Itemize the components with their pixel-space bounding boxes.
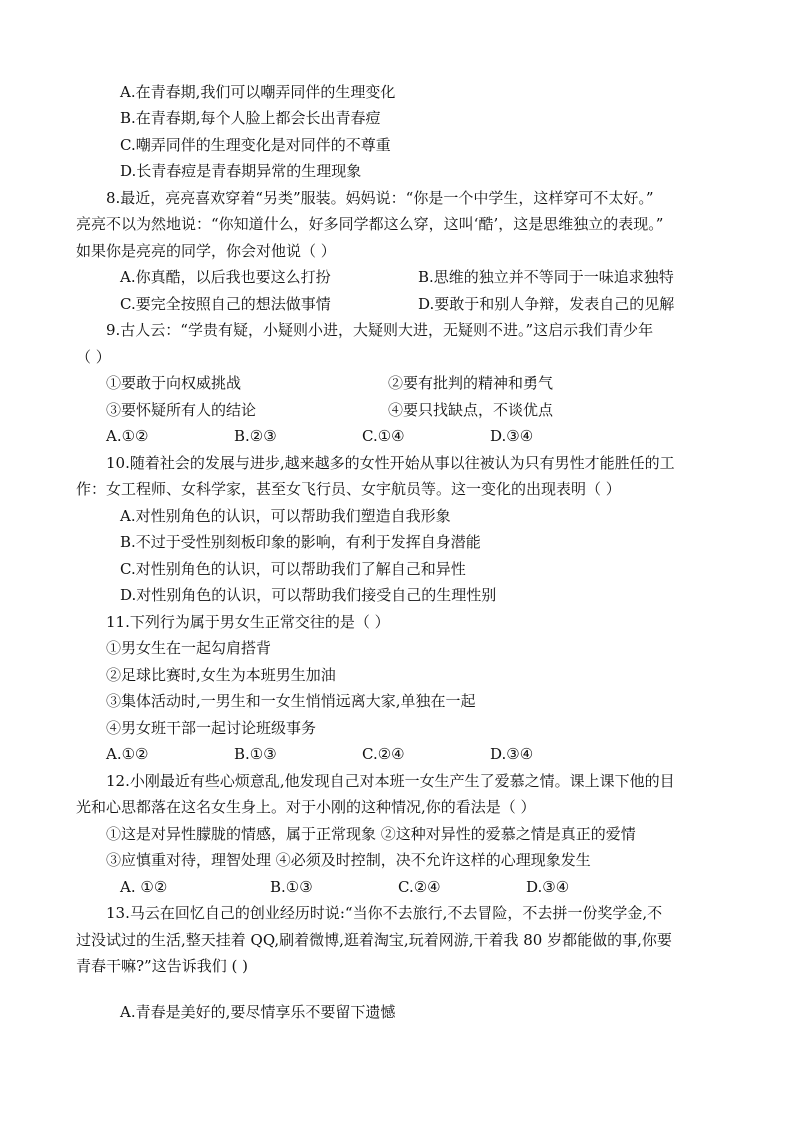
q10-option-d: D.对性别角色的认识，可以帮助我们接受自己的生理性别 <box>120 586 497 604</box>
q11-option-a: A.①② <box>106 745 149 763</box>
q8-option-a: A.你真酷，以后我也要这么打扮 <box>120 268 331 286</box>
q12-option-b: B.①③ <box>270 878 313 896</box>
q9-stem-line1: 9.古人云：“学贵有疑，小疑则小进，大疑则大进，无疑则不进。”这启示我们青少年 <box>106 321 654 339</box>
q8-option-d: D.要敢于和别人争辩，发表自己的见解 <box>418 295 675 313</box>
q11-statement-2: ②足球比赛时,女生为本班男生加油 <box>106 666 336 684</box>
q9-option-d: D.③④ <box>490 427 534 445</box>
q9-statement-2: ②要有批判的精神和勇气 <box>388 374 554 392</box>
q13-stem-line2: 过没试过的生活,整天挂着 QQ,刷着微博,逛着淘宝,玩着网游,干着我 80 岁都能做的事,你要 <box>76 931 672 949</box>
q11-statement-4: ④男女班干部一起讨论班级事务 <box>106 719 317 737</box>
q13-option-a: A.青春是美好的,要尽情享乐不要留下遗憾 <box>120 1003 396 1021</box>
q9-statement-1: ①要敢于向权威挑战 <box>106 374 242 392</box>
q10-option-c: C.对性别角色的认识，可以帮助我们了解自己和异性 <box>120 560 466 578</box>
q12-statements-line1: ①这是对异性朦胧的情感，属于正常现象 ②这种对异性的爱慕之情是真正的爱情 <box>106 825 636 843</box>
q10-stem-line1: 10.随着社会的发展与进步,越来越多的女性开始从事以往被认为只有男性才能胜任的工 <box>106 454 675 472</box>
q8-option-c: C.要完全按照自己的想法做事情 <box>120 295 331 313</box>
q12-statements-line2: ③应慎重对待，理智处理 ④必须及时控制，决不允许这样的心理现象发生 <box>106 851 591 869</box>
q9-statement-4: ④要只找缺点，不谈优点 <box>388 401 554 419</box>
q7-option-a: A.在青春期,我们可以嘲弄同伴的生理变化 <box>120 83 396 101</box>
q13-stem-line1: 13.马云在回忆自己的创业经历时说:“当你不去旅行,不去冒险，不去拼一份奖学金,不 <box>106 904 663 922</box>
q8-stem-line2: 亮亮不以为然地说：“你知道什么，好多同学都这么穿，这叫‘酷’，这是思维独立的表现。” <box>76 215 664 233</box>
q7-option-c: C.嘲弄同伴的生理变化是对同伴的不尊重 <box>120 136 391 154</box>
q12-option-a: A. ①② <box>120 878 168 896</box>
q8-stem-line3: 如果你是亮亮的同学，你会对他说（ ） <box>76 242 336 260</box>
q11-statement-3: ③集体活动时,一男生和一女生悄悄远离大家,单独在一起 <box>106 692 476 710</box>
q12-stem-line1: 12.小刚最近有些心烦意乱,他发现自己对本班一女生产生了爱慕之情。课上课下他的目 <box>106 772 675 790</box>
q12-option-c: C.②④ <box>398 878 441 896</box>
q9-option-a: A.①② <box>106 427 149 445</box>
q9-option-b: B.②③ <box>234 427 277 445</box>
q9-option-c: C.①④ <box>362 427 405 445</box>
q9-statement-3: ③要怀疑所有人的结论 <box>106 401 257 419</box>
q11-option-d: D.③④ <box>490 745 534 763</box>
q7-option-b: B.在青春期,每个人脸上都会长出青春痘 <box>120 109 381 127</box>
q11-stem: 11.下列行为属于男女生正常交往的是（ ） <box>106 613 390 631</box>
q8-stem-line1: 8.最近，亮亮喜欢穿着“另类”服装。妈妈说：“你是一个中学生，这样穿可不太好。” <box>106 189 654 207</box>
q12-option-d: D.③④ <box>526 878 570 896</box>
q13-stem-line3: 青春干嘛?”这告诉我们 ( ) <box>76 957 248 975</box>
q11-option-c: C.②④ <box>362 745 405 763</box>
q7-option-d: D.长青春痘是青春期异常的生理现象 <box>120 162 362 180</box>
q11-option-b: B.①③ <box>234 745 277 763</box>
q12-stem-line2: 光和心思都落在这名女生身上。对于小刚的这种情况,你的看法是（ ） <box>76 798 536 816</box>
q9-stem-line2: （ ） <box>76 348 111 366</box>
q10-option-a: A.对性别角色的认识，可以帮助我们塑造自我形象 <box>120 507 451 525</box>
q11-statement-1: ①男女生在一起勾肩搭背 <box>106 639 272 657</box>
q10-option-b: B.不过于受性别刻板印象的影响，有利于发挥自身潜能 <box>120 533 481 551</box>
q8-option-b: B.思维的独立并不等同于一味追求独特 <box>418 268 674 286</box>
q10-stem-line2: 作：女工程师、女科学家，甚至女飞行员、女宇航员等。这一变化的出现表明（ ） <box>76 480 621 498</box>
